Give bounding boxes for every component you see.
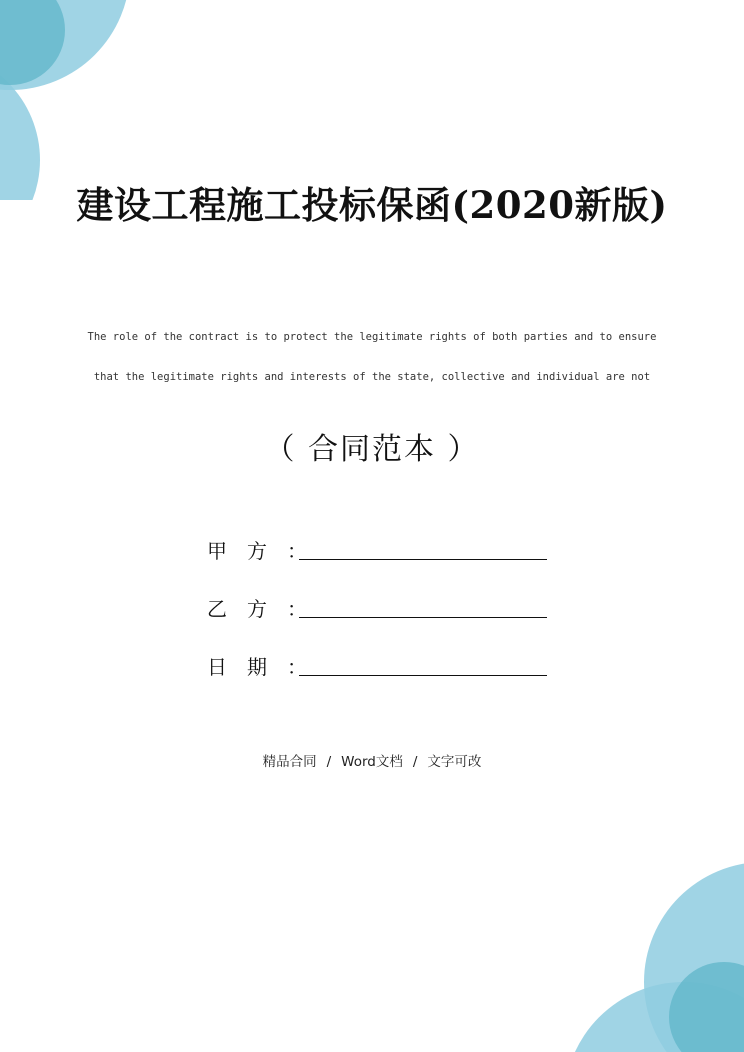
contract-type-label: （ 合同范本 ） bbox=[264, 432, 480, 467]
date-label-char-2: 期 bbox=[247, 655, 267, 679]
footer-part-1: 精品合同 bbox=[262, 754, 317, 770]
party-a-label-char-2: 方 bbox=[247, 539, 267, 563]
party-b-blank-line[interactable] bbox=[299, 617, 547, 618]
corner-decoration-top-left bbox=[0, 0, 190, 200]
document-title: 建设工程施工投标保函(2020新版) bbox=[76, 183, 668, 227]
party-b-colon: ： bbox=[287, 597, 307, 621]
subtitle-line-1: The role of the contract is to protect the legitimate rights of both parties and to ensure bbox=[87, 331, 657, 343]
date-field[interactable] bbox=[207, 649, 547, 679]
footer-separator-2: / bbox=[412, 754, 418, 770]
date-label-char-1: 日 bbox=[207, 655, 227, 679]
party-a-field[interactable] bbox=[207, 533, 547, 563]
party-b-label-char-1: 乙 bbox=[207, 597, 227, 621]
footer-note bbox=[0, 750, 744, 770]
footer-separator-1: / bbox=[326, 754, 332, 770]
footer-part-3: 文字可改 bbox=[427, 754, 482, 770]
date-colon: ： bbox=[287, 655, 307, 679]
subtitle-line-2: that the legitimate rights and interests of the state, collective and individual are not bbox=[93, 371, 651, 383]
party-a-blank-line[interactable] bbox=[299, 559, 547, 560]
party-b-label-char-2: 方 bbox=[247, 597, 267, 621]
party-a-colon: ： bbox=[287, 539, 307, 563]
date-blank-line[interactable] bbox=[299, 675, 547, 676]
date-label bbox=[207, 655, 307, 679]
footer-part-2: Word文档 bbox=[341, 754, 403, 770]
party-b-label bbox=[207, 597, 307, 621]
party-a-label bbox=[207, 539, 307, 563]
party-b-field[interactable] bbox=[207, 591, 547, 621]
corner-decoration-bottom-right bbox=[564, 852, 744, 1052]
party-a-label-char-1: 甲 bbox=[207, 539, 227, 563]
